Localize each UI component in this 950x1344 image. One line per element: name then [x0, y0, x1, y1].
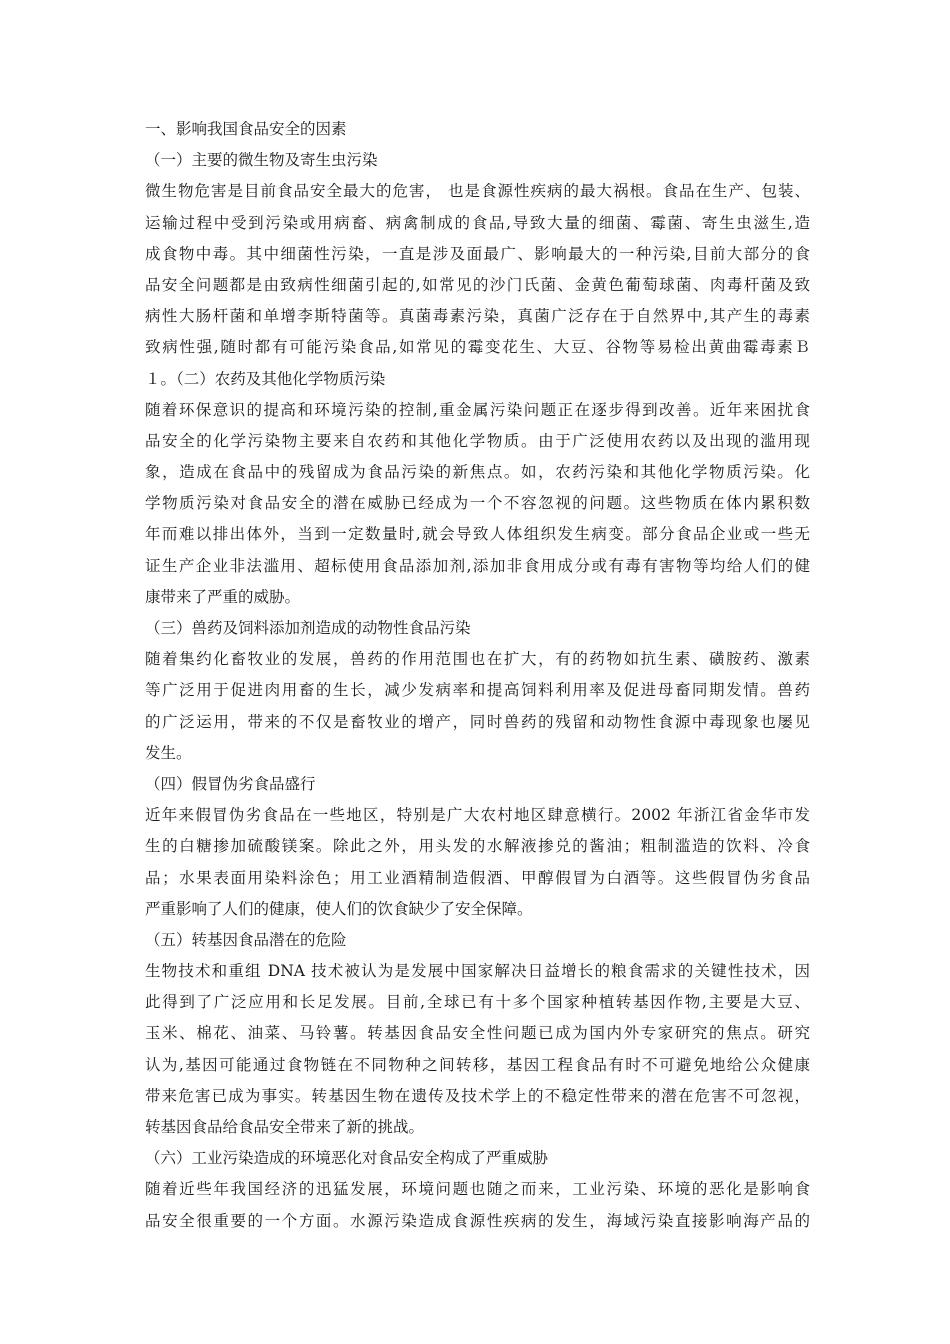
paragraph-line: 严重影响了人们的健康，使人们的饮食缺少了安全保障。 [145, 899, 533, 918]
paragraph-line: 认为,基因可能通过食物链在不同物种之间转移，基因工程食品有时不可避免地给公众健康 [145, 1055, 810, 1074]
paragraph-line: 随着近些年我国经济的迅猛发展，环境问题也随之而来，工业污染、环境的恶化是影响食 [145, 1180, 810, 1199]
section-1 [145, 145, 810, 395]
section-heading: （五）转基因食品潜在的危险 [145, 930, 347, 949]
section-heading: （六）工业污染造成的环境恶化对食品安全构成了严重威胁 [145, 1149, 549, 1168]
section-heading: （四）假冒伪劣食品盛行 [145, 774, 316, 793]
paragraph-line: 微生物危害是目前食品安全最大的危害， 也是食源性疾病的最大祸根。食品在生产、包装、 [145, 182, 810, 201]
paragraph-line: 象，造成在食品中的残留成为食品污染的新焦点。如，农药污染和其他化学物质污染。化 [145, 463, 810, 482]
paragraph-line: １。（二）农药及其他化学物质污染 [145, 369, 386, 388]
paragraph-line: 发生。 [145, 743, 192, 762]
document-body [145, 114, 810, 1237]
document-title: 一、影响我国食品安全的因素 [145, 120, 347, 138]
paragraph-line: 学物质污染对食品安全的潜在威胁已经成为一个不容忽视的问题。这些物质在体内累积数 [145, 494, 810, 513]
section-heading: （一）主要的微生物及寄生虫污染 [145, 151, 378, 170]
paragraph-line: 生物技术和重组 DNA 技术被认为是发展中国家解决日益增长的粮食需求的关键性技术，因 [145, 962, 810, 981]
paragraph-line: 此得到了广泛应用和长足发展。目前,全球已有十多个国家种植转基因作物,主要是大豆、 [145, 993, 810, 1012]
paragraph-line: 品安全很重要的一个方面。水源污染造成食源性疾病的发生，海域污染直接影响海产品的 [145, 1211, 810, 1230]
section-2 [145, 395, 810, 613]
paragraph-line: 证生产企业非法滥用、超标使用食品添加剂,添加非食用成分或有毒有害物等均给人们的健 [145, 556, 810, 575]
paragraph-line: 年而难以排出体外，当到一定数量时,就会导致人体组织发生病变。部分食品企业或一些无 [145, 525, 810, 544]
paragraph-line: 的广泛运用，带来的不仅是畜牧业的增产，同时兽药的残留和动物性食源中毒现象也屡见 [145, 712, 810, 731]
section-5 [145, 925, 810, 1143]
section-6 [145, 1143, 810, 1237]
paragraph-line: 生的白糖掺加硫酸镁案。除此之外，用头发的水解液掺兑的酱油；粗制滥造的饮料、冷食 [145, 837, 810, 856]
paragraph-line: 品安全问题都是由致病性细菌引起的,如常见的沙门氏菌、金黄色葡萄球菌、肉毒杆菌及致 [145, 275, 810, 294]
paragraph-line: 随着环保意识的提高和环境污染的控制,重金属污染问题正在逐步得到改善。近年来困扰食 [145, 400, 810, 419]
paragraph-line: 品；水果表面用染料涂色；用工业酒精制造假酒、甲醇假冒为白酒等。这些假冒伪劣食品 [145, 868, 810, 887]
paragraph-line: 近年来假冒伪劣食品在一些地区，特别是广大农村地区肆意横行。2002 年浙江省金华市发 [145, 806, 810, 825]
paragraph-line: 品安全的化学污染物主要来自农药和其他化学物质。由于广泛使用农药以及出现的滥用现 [145, 431, 810, 450]
paragraph-line: 运输过程中受到污染或用病畜、病禽制成的食品,导致大量的细菌、霉菌、寄生虫滋生,造 [145, 213, 810, 232]
paragraph-line: 成食物中毒。其中细菌性污染，一直是涉及面最广、影响最大的一种污染,目前大部分的食 [145, 244, 810, 263]
paragraph-line: 致病性强,随时都有可能污染食品,如常见的霉变花生、大豆、谷物等易检出黄曲霉毒素Ｂ [145, 338, 810, 357]
paragraph-line: 随着集约化畜牧业的发展，兽药的作用范围也在扩大，有的药物如抗生素、磺胺药、激素 [145, 650, 810, 669]
paragraph-line: 等广泛用于促进肉用畜的生长，减少发病率和提高饲料利用率及促进母畜同期发情。兽药 [145, 681, 810, 700]
section-heading: （三）兽药及饲料添加剂造成的动物性食品污染 [145, 619, 471, 637]
paragraph-line: 康带来了严重的威胁。 [145, 587, 301, 606]
section-3 [145, 613, 810, 769]
section-4 [145, 769, 810, 925]
paragraph-line: 病性大肠杆菌和单增李斯特菌等。真菌毒素污染，真菌广泛存在于自然界中,其产生的毒素 [145, 307, 810, 326]
paragraph-line: 玉米、棉花、油菜、马铃薯。转基因食品安全性问题已成为国内外专家研究的焦点。研究 [145, 1024, 810, 1043]
paragraph-line: 转基因食品给食品安全带来了新的挑战。 [145, 1118, 425, 1136]
paragraph-line: 带来危害已成为事实。转基因生物在遗传及技术学上的不稳定性带来的潜在危害不可忽视， [145, 1086, 810, 1105]
